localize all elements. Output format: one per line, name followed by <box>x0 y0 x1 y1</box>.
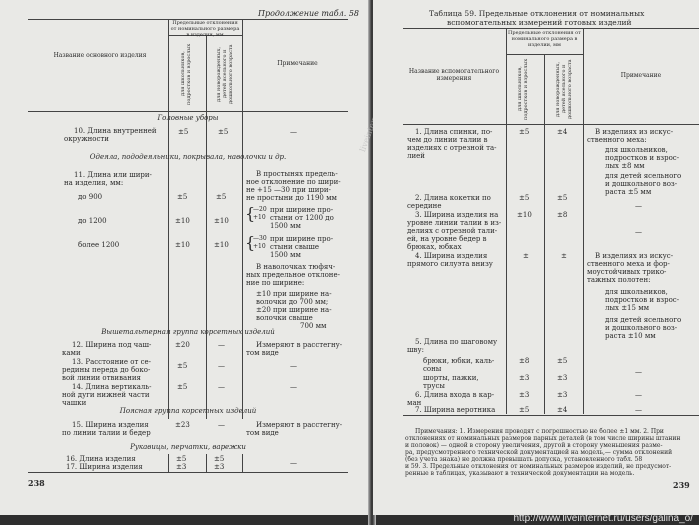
section-heading: Головные уборы <box>157 114 219 122</box>
value-b: ±4 <box>557 128 568 136</box>
note: Измеряют в расстегну- <box>256 341 343 349</box>
footnote: ренные в таблицах, указывают в технической документации на модель. <box>405 470 635 477</box>
footnote: ра, предусмотренного технической документацией на модель,— сумма отклонений <box>405 449 673 456</box>
page-number: 238 <box>28 478 45 488</box>
col-rule <box>206 35 207 419</box>
col-rule <box>506 356 507 414</box>
table-bottom-rule <box>403 415 699 416</box>
column-header-name: Название вспомогательного измерения <box>408 68 500 82</box>
running-head: Продолжение табл. 58 <box>258 9 360 18</box>
value-a: ±5 <box>519 194 530 202</box>
row-label: чашки <box>62 399 87 407</box>
column-header-b: для новорожденных, детей ясельного и дошкольного возраста <box>216 44 234 104</box>
value-b: ±5 <box>214 455 225 463</box>
row-label: более 1200 <box>78 241 120 249</box>
note: 1500 мм <box>270 222 301 230</box>
row-label: соны <box>423 365 442 373</box>
column-header-b: для новорожденных, детей ясельного и дошкольного возраста <box>555 59 573 119</box>
note: Измеряют в расстегну- <box>256 421 343 429</box>
row-label: 6. Длина входа в кар- <box>415 391 495 399</box>
value-a: ±3 <box>519 391 530 399</box>
footnote: и 59. 3. Предельные отклонения от номинальных размеров изделий, не предусмот- <box>405 463 672 470</box>
section-heading: Рукавицы, перчатки, варежки <box>130 443 246 451</box>
note: ±10 при ширине на- <box>256 290 332 298</box>
col-rule <box>583 28 584 356</box>
value-b: ±5 <box>557 194 568 202</box>
section-heading: Поясная группа корсетных изделий <box>119 407 257 415</box>
note: лых ±8 мм <box>605 162 645 170</box>
note: +10 <box>253 243 266 250</box>
col-rule <box>242 454 243 472</box>
row-label: до 900 <box>78 193 103 201</box>
value-b: — <box>218 341 225 349</box>
value-b: ±10 <box>214 217 229 225</box>
value-b: ±8 <box>557 211 568 219</box>
footnote: отклонениях от номинальных размеров парных деталей (в том числе ширины штанин <box>405 435 681 442</box>
value-a: ±10 <box>175 217 190 225</box>
note: ственного меха: <box>587 136 647 144</box>
group-rule <box>506 54 583 55</box>
right-page <box>373 0 699 515</box>
note: волочки свыше <box>256 314 313 322</box>
table-bottom-rule <box>28 472 348 473</box>
note: моустойчивых трико- <box>587 268 667 276</box>
note: ное отклонение по шири- <box>246 178 341 186</box>
row-label: ной дуги нижней части <box>62 391 150 399</box>
row-label: шву: <box>407 346 424 354</box>
note: ных предельное отклоне- <box>246 271 340 279</box>
row-label: 1. Длина спинки, по- <box>415 128 493 136</box>
row-label: редины переда до боко- <box>62 366 151 374</box>
note: том виде <box>246 429 279 437</box>
col-rule <box>242 19 243 419</box>
header-bottom-rule <box>28 111 348 112</box>
row-label: брюки, юбки, каль- <box>423 357 495 365</box>
note: раста ±10 мм <box>605 332 656 340</box>
value-b: ±10 <box>214 241 229 249</box>
note: и дошкольного воз- <box>605 180 678 188</box>
note: 1500 мм <box>270 251 301 259</box>
row-label: ман <box>407 399 422 407</box>
value-a: ±5 <box>176 455 187 463</box>
note: для школьников, <box>605 146 668 154</box>
brace: { <box>245 204 256 223</box>
note: В изделиях из искус- <box>595 252 674 260</box>
col-rule <box>583 356 584 414</box>
footnote: (без учета знака) не должна превышать допуска, установленного табл. 58 <box>405 456 643 463</box>
value-a: ±5 <box>178 128 189 136</box>
note: не +15 —30 при шири- <box>246 186 331 194</box>
column-header-group: Предельные отклонения от номинального размера в изделии, мм <box>170 20 240 38</box>
note: и дошкольного воз- <box>605 324 678 332</box>
col-rule <box>544 356 545 414</box>
note: для детей ясельного <box>605 172 682 180</box>
note: —30 <box>253 235 267 242</box>
table-top-rule <box>403 28 699 29</box>
table-title: Таблица 59. Предельные отклонения от номинальных <box>429 9 645 18</box>
value-a: ±3 <box>176 463 187 471</box>
col-rule <box>168 19 169 419</box>
source-url: http://www.liveinternet.ru/users/galina_o/ <box>513 513 693 524</box>
note: — <box>635 228 642 236</box>
value-b: — <box>218 383 225 391</box>
col-rule <box>168 454 169 472</box>
value-a: ±8 <box>519 357 530 365</box>
column-header-note: Примечание <box>620 72 662 79</box>
value-a: ±23 <box>175 421 190 429</box>
note: — <box>635 202 642 210</box>
row-label: 3. Ширина изделия на <box>415 211 499 219</box>
column-header-name: Название основного изделия <box>53 52 147 59</box>
value-a: ±20 <box>175 341 190 349</box>
value-b: ±4 <box>557 406 568 414</box>
note: не простыни до 1190 мм <box>246 194 337 202</box>
row-label: 15. Ширина изделия <box>72 421 149 429</box>
value-b: — <box>218 362 225 370</box>
row-label: трусы <box>423 382 445 390</box>
note: — <box>290 459 297 467</box>
footnote: Примечания: 1. Измерения проводят с погрешностью не более ±1 мм. 2. При <box>415 428 664 435</box>
column-header-a: для школьников, подростков и взрослых <box>180 43 192 105</box>
row-label: на изделия, мм: <box>64 179 124 187</box>
row-label: 2. Длина кокетки по <box>415 194 491 202</box>
note: — <box>290 362 297 370</box>
row-label: ей, на уровне бедер в <box>407 235 487 243</box>
note: — <box>290 128 297 136</box>
value-a: ±5 <box>177 383 188 391</box>
row-label: 13. Расстояние от се- <box>72 358 152 366</box>
note: 700 мм <box>300 322 327 330</box>
value-b: ±5 <box>218 128 229 136</box>
brace: { <box>245 233 256 252</box>
value-a: ±5 <box>519 406 530 414</box>
note: — <box>290 383 297 391</box>
row-label: шорты, пажки, <box>423 374 479 382</box>
row-label: 7. Ширина веротника <box>415 406 496 414</box>
row-label: середине <box>407 202 442 210</box>
value-a: ±10 <box>175 241 190 249</box>
note: тажных полотен: <box>587 276 651 284</box>
note: В изделиях из искус- <box>595 128 674 136</box>
value-b: ±3 <box>214 463 225 471</box>
value-a: ±5 <box>177 362 188 370</box>
note: лых ±15 мм <box>605 304 650 312</box>
row-label: 11. Длина или шири- <box>74 171 152 179</box>
value-b: ±3 <box>557 391 568 399</box>
row-label: до 1200 <box>78 217 107 225</box>
row-label: 17. Ширина изделия <box>66 463 143 471</box>
column-header-a: для школьников, подростков и взрослых <box>517 58 529 120</box>
value-b: ±5 <box>216 193 227 201</box>
row-label: 4. Ширина изделия <box>415 252 488 260</box>
note: том виде <box>246 349 279 357</box>
row-label: вой линии отвивания <box>62 374 141 382</box>
note: волочки до 700 мм; <box>256 298 329 306</box>
value-a: ±5 <box>519 128 530 136</box>
value-a: ±3 <box>519 374 530 382</box>
note: раста ±5 мм <box>605 188 652 196</box>
note: +10 <box>253 214 266 221</box>
value-b: ±5 <box>557 357 568 365</box>
note: стыни свыше <box>270 243 320 251</box>
row-label: 10. Длина внутренней <box>74 127 157 135</box>
note: стыни от 1200 до <box>270 214 334 222</box>
note: —20 <box>253 206 267 213</box>
value-b: ±3 <box>557 374 568 382</box>
note: подростков и взрос- <box>605 154 680 162</box>
row-label: чем до линии талии в <box>407 136 488 144</box>
note: ние по ширине: <box>246 279 305 287</box>
row-label: делиях с отрезной тали- <box>407 227 498 235</box>
value-a: ± <box>523 252 529 260</box>
col-rule <box>206 454 207 472</box>
row-label: изделиях с отрезной та- <box>407 144 497 152</box>
row-label: 16. Длина изделия <box>66 455 136 463</box>
row-label: уровне линии талии в из- <box>407 219 502 227</box>
row-label: ками <box>62 349 81 357</box>
column-header-group: Предельные отклонения от номинального размера в изделии, мм <box>508 30 581 48</box>
row-label: окружности <box>64 135 109 143</box>
value-b: — <box>218 421 225 429</box>
note: В наволочках тюфяч- <box>256 263 336 271</box>
row-label: брюках, юбках <box>407 243 462 251</box>
note: В простынях предель- <box>256 170 338 178</box>
col-rule <box>544 54 545 356</box>
section-heading: Вышетальтерная группа корсетных изделий <box>101 328 275 336</box>
note: — <box>635 406 642 414</box>
row-label: 12. Ширина под чаш- <box>72 341 152 349</box>
note: подростков и взрос- <box>605 296 680 304</box>
note: — <box>635 391 642 399</box>
header-bottom-rule <box>403 124 699 125</box>
column-header-note: Примечание <box>277 60 318 67</box>
value-a: ±10 <box>517 211 532 219</box>
footnote: и половок) — одной в сторону увеличения, другой в сторону уменьшения разме- <box>405 442 663 449</box>
note: при ширине про- <box>270 235 334 243</box>
note: ственного меха и фор- <box>587 260 670 268</box>
table-title: вспомогательных измерений готовых изделий <box>447 18 632 27</box>
section-heading: Одеяла, пододеяльники, покрывала, наволочки и др. <box>89 153 287 161</box>
row-label: по линии талии и бедер <box>62 429 151 437</box>
note: — <box>635 368 642 376</box>
page-number: 239 <box>673 480 690 490</box>
value-b: ± <box>561 252 567 260</box>
row-label: прямого силуэта внизу <box>407 260 493 268</box>
value-a: ±5 <box>177 193 188 201</box>
row-label: 5. Длина по шаговому <box>415 338 498 346</box>
note: для детей ясельного <box>605 316 682 324</box>
note: ±20 при ширине на- <box>256 306 332 314</box>
note: при ширине про- <box>270 206 334 214</box>
col-rule <box>506 28 507 356</box>
row-label: 14. Длина вертикаль- <box>72 383 152 391</box>
row-label: лией <box>407 152 425 160</box>
note: для школьников, <box>605 288 668 296</box>
